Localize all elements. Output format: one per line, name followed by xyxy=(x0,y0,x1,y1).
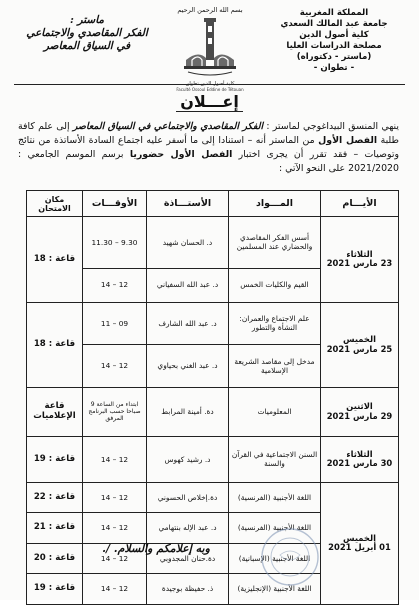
day-name: الثلاثاء xyxy=(346,248,373,259)
day-name: الاثنين xyxy=(346,401,373,412)
header-times: الأوقـــات xyxy=(83,191,147,217)
exam-day-cell xyxy=(321,388,399,437)
institution-header xyxy=(279,8,389,74)
table-row xyxy=(27,217,399,269)
intro-mode: حضوريا xyxy=(129,149,165,160)
subject-cell: اللغة الأجنبية (الفرنسية) xyxy=(229,482,321,513)
faculty-logo-icon xyxy=(178,16,242,80)
time-cell: 12 – 14 xyxy=(83,268,147,302)
subject-cell: اللغة الأجنبية (الإسبانية) xyxy=(229,543,321,574)
exam-room-cell: قاعة : 18 xyxy=(27,302,83,388)
announcement-title xyxy=(0,92,419,111)
day-date: 23 مارس 2021 xyxy=(326,258,393,269)
closing-line: وبه إعلامكم والسلام. /. xyxy=(102,542,210,555)
subject-cell: اللغة الأجنبية (الفرنسية) xyxy=(229,513,321,544)
subject-cell: القيم والكليات الخمس xyxy=(229,268,321,302)
professor-cell: د. الحسان شهيد xyxy=(147,217,229,269)
department-label: مصلحة الدراسات العليا xyxy=(286,41,382,51)
title-text: إعـــلان xyxy=(176,92,243,112)
professor-cell: ذ. حفيظة بوجيدة xyxy=(147,574,229,605)
intro-paragraph xyxy=(18,120,399,176)
header-professors: الأستـــاذة xyxy=(147,191,229,217)
day-date: 29 مارس 2021 xyxy=(326,410,393,421)
logo-caption: كلية أصول الدين تطوان xyxy=(185,81,235,87)
kingdom-label: المملكة المغربية xyxy=(299,8,369,18)
table-header-row xyxy=(27,191,399,217)
intro-master-name: الفكر المقاصدي والاجتماعي في السياق المعاصر xyxy=(72,121,264,132)
intro-semester-2: الفصل الأول xyxy=(170,149,233,160)
header-divider xyxy=(14,84,405,85)
intro-text-1: ينهي المنسق البيداغوجي لماستر : xyxy=(266,121,399,132)
table-row xyxy=(27,388,399,437)
logo-subcaption: Faculté Ossoul Eddine de Tétouan xyxy=(176,87,244,92)
subject-cell: اللغة الأجنبية (الإنجليزية) xyxy=(229,574,321,605)
day-date: 25 مارس 2021 xyxy=(326,343,393,354)
table-row xyxy=(27,302,399,345)
time-cell: 12 – 14 xyxy=(83,513,147,544)
professor-cell: د. عبد الإله بنتهامي xyxy=(147,513,229,544)
subject-cell: أسس الفكر المقاصدي والحضاري عند المسلمين xyxy=(229,217,321,269)
intro-text-2: إلى علم كافة طلبة xyxy=(18,121,399,146)
professor-cell: دة.حنان المجدوبي xyxy=(147,543,229,574)
faculty-label: كلية أصول الدين xyxy=(299,30,369,40)
program-name-line1: الفكر المقاصدي والاجتماعي xyxy=(26,27,148,39)
day-date: 30 مارس 2021 xyxy=(326,458,393,469)
professor-cell: د. عبد الله السفياني xyxy=(147,268,229,302)
university-label: جامعة عبد المالك السعدي xyxy=(280,19,388,29)
header-subjects: المـــواد xyxy=(229,191,321,217)
intro-semester-1: الفصل الأول xyxy=(318,135,378,146)
table-row xyxy=(27,482,399,513)
header-days: الأيـــام xyxy=(321,191,399,217)
table-row xyxy=(27,436,399,482)
exam-day-cell xyxy=(321,436,399,482)
subject-cell: المعلوميات xyxy=(229,388,321,437)
basmala: بسم الله الرحمن الرحيم xyxy=(177,6,243,14)
exam-room-cell: قاعة : 21 xyxy=(27,513,83,544)
professor-cell: د. عبد الغني بحياوي xyxy=(147,345,229,388)
time-cell: 12 – 14 xyxy=(83,482,147,513)
header-location: مكان الامتحان xyxy=(27,191,83,217)
exam-room-cell: قاعة : 22 xyxy=(27,482,83,513)
professor-cell: دة.إخلاص الحسوني xyxy=(147,482,229,513)
day-name: الثلاثاء xyxy=(346,448,373,459)
program-name-line2: في السياق المعاصر xyxy=(43,40,131,52)
intro-text-3: من الماستر أنه – استنادا إلى ما أسفر عليه اجتماع السادة الأساتذة من نتائج وتوصيات – فقد تقرر أن يجرى اختبار xyxy=(18,135,400,160)
programs-label: (ماستر - دكتوراه) xyxy=(296,52,372,62)
day-name: الخميس xyxy=(343,532,376,543)
time-cell: 12 – 14 xyxy=(83,436,147,482)
professor-cell: د. رشيد كهوس xyxy=(147,436,229,482)
time-cell: 12 – 14 xyxy=(83,574,147,605)
faculty-stamp-icon xyxy=(258,525,322,589)
exam-day-cell xyxy=(321,302,399,388)
time-cell: 09 – 11 xyxy=(83,302,147,345)
city-label: - تطوان - xyxy=(313,63,355,73)
day-date: 01 أبريل 2021 xyxy=(328,542,391,553)
subject-cell: السنن الاجتماعية في القرآن والسنة xyxy=(229,436,321,482)
time-cell: 9.30 – 11.30 xyxy=(83,217,147,269)
subject-cell: علم الاجتماع والعمران: النشأة والتطور xyxy=(229,302,321,345)
exam-room-cell: قاعة : 19 xyxy=(27,436,83,482)
time-cell: 12 – 14 xyxy=(83,345,147,388)
exam-day-cell xyxy=(321,217,399,303)
program-label: ماستر : xyxy=(69,14,105,26)
program-header xyxy=(22,14,152,53)
exam-day-cell xyxy=(321,482,399,604)
intro-text-4: برسم الموسم الجامعي : 2021/2020 على النحو الآتي : xyxy=(18,149,399,174)
exam-room-cell: قاعة : 18 xyxy=(27,217,83,303)
day-name: الخميس xyxy=(343,334,376,345)
logo-block xyxy=(165,6,255,92)
time-cell: 12 – 14 xyxy=(83,543,147,574)
time-cell: ابتداء من الساعة 9 صباحا حسب البرنامج المرفق xyxy=(83,388,147,437)
exam-room-cell: قاعة : 19 xyxy=(27,574,83,605)
exam-room-cell: قاعة : 20 xyxy=(27,543,83,574)
professor-cell: دة. أمينة المرابط xyxy=(147,388,229,437)
professor-cell: د. عبد الله الشارف xyxy=(147,302,229,345)
exam-room-cell: قاعة الإعلاميات xyxy=(27,388,83,437)
subject-cell: مدخل إلى مقاصد الشريعة الإسلامية xyxy=(229,345,321,388)
